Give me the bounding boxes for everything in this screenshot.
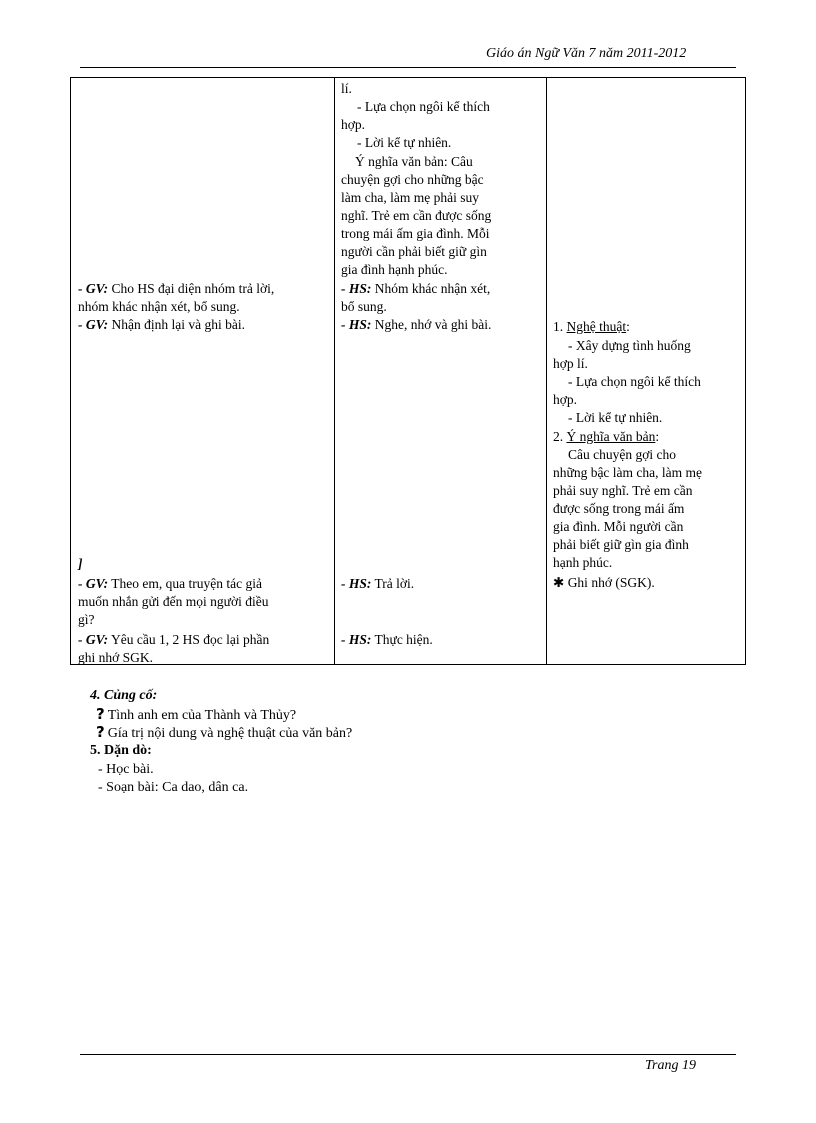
page-number: Trang 19 — [645, 1058, 696, 1073]
content-text: hợp. — [553, 392, 578, 407]
gv-question: gì? — [78, 612, 95, 627]
hs-text: Ý nghĩa văn bản: Câu — [355, 154, 473, 169]
hs-text: chuyện gợi cho những bậc — [341, 172, 484, 187]
section-heading: 2. Ý nghĩa văn bản: — [553, 429, 660, 444]
hs-text: hợp. — [341, 117, 366, 132]
gv-instruction: - GV: Yêu cầu 1, 2 HS đọc lại phần — [78, 632, 270, 647]
column-divider — [334, 78, 335, 664]
gv-question: - GV: Theo em, qua truyện tác giả — [78, 576, 262, 591]
content-text: - Lời kể tự nhiên. — [568, 410, 663, 425]
hs-response: - HS: Thực hiện. — [341, 632, 433, 647]
section-homework-title: 5. Dặn dò: — [90, 743, 152, 758]
gv-instruction: ghi nhớ SGK. — [78, 650, 154, 665]
hs-response: - HS: Nhóm khác nhận xét, — [341, 281, 491, 296]
star-icon: ✱ — [553, 575, 565, 591]
hs-response: - HS: Nghe, nhớ và ghi bài. — [341, 317, 492, 332]
hs-text: nghĩ. Trẻ em cần được sống — [341, 208, 492, 223]
hs-text: - Lựa chọn ngôi kể thích — [357, 99, 490, 114]
content-text: những bậc làm cha, làm mẹ — [553, 465, 703, 480]
hs-text: người cần phải biết giữ gìn — [341, 244, 487, 259]
hs-text: - Lời kể tự nhiên. — [357, 135, 452, 150]
content-text: - Lựa chọn ngôi kể thích — [568, 374, 701, 389]
hs-text: trong mái ấm gia đình. Mỗi — [341, 226, 490, 241]
lesson-table — [70, 77, 746, 665]
hs-text: lí. — [341, 81, 352, 96]
column-divider — [546, 78, 547, 664]
section-consolidation-title: 4. Củng cố: — [90, 688, 158, 703]
homework-item: - Soạn bài: Ca dao, dân ca. — [98, 780, 249, 795]
gv-instruction: nhóm khác nhận xét, bổ sung. — [78, 299, 240, 314]
content-text: - Xây dựng tình huống — [568, 338, 691, 353]
homework-item: - Học bài. — [98, 762, 154, 777]
hs-text: gia đình hạnh phúc. — [341, 262, 448, 277]
content-text: phải suy nghĩ. Trẻ em cần — [553, 483, 693, 498]
hs-response: bổ sung. — [341, 299, 387, 314]
question-icon: ? — [96, 723, 105, 741]
content-text: hợp lí. — [553, 356, 588, 371]
header-rule — [80, 67, 736, 68]
content-text: phải biết giữ gìn gia đình — [553, 537, 689, 552]
content-text: Câu chuyện gợi cho — [568, 447, 676, 462]
bracket-mark: ] — [78, 556, 83, 571]
review-question: ? Gía trị nội dung và nghệ thuật của văn bản? — [96, 723, 353, 741]
content-text: gia đình. Mỗi người cần — [553, 519, 684, 534]
content-text: được sống trong mái ấm — [553, 501, 685, 516]
hs-response: - HS: Trả lời. — [341, 576, 415, 591]
note-line: ✱ Ghi nhớ (SGK). — [553, 575, 655, 591]
question-icon: ? — [96, 705, 105, 723]
gv-question: muốn nhắn gửi đến mọi người điều — [78, 594, 269, 609]
section-heading: 1. Nghệ thuật: — [553, 319, 630, 334]
footer-rule — [80, 1054, 736, 1055]
review-question: ? Tình anh em của Thành và Thủy? — [96, 705, 297, 723]
content-text: hạnh phúc. — [553, 555, 613, 570]
hs-text: làm cha, làm mẹ phải suy — [341, 190, 479, 205]
gv-instruction: - GV: Nhận định lại và ghi bài. — [78, 317, 245, 332]
running-header: Giáo án Ngữ Văn 7 năm 2011-2012 — [486, 46, 687, 61]
gv-instruction: - GV: Cho HS đại diện nhóm trả lời, — [78, 281, 275, 296]
